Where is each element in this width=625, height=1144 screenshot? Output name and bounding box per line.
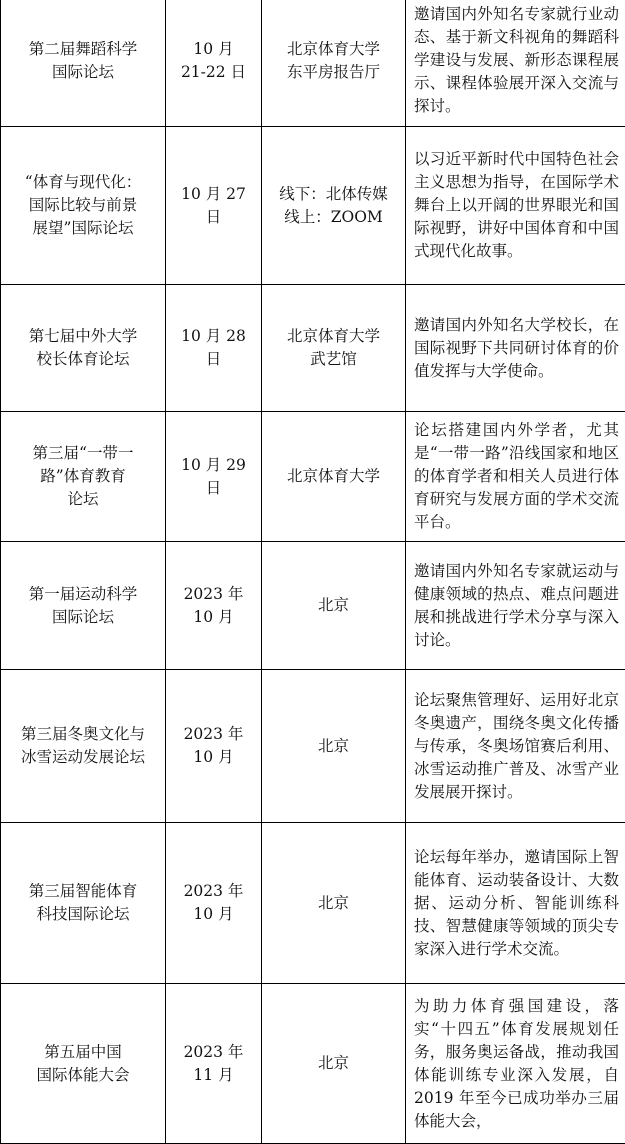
forum-description-cell — [406, 823, 625, 984]
forum-description: 为助力体育强国建设，落实“十四五”体育发展规划任务，服务奥运备战，推动我国体能训练专业深入发展，自 2019 年至今已成功举办三届体能大会， — [414, 997, 619, 1130]
forum-venue-cell — [262, 285, 406, 412]
forum-date: 2023 年 10 月 — [184, 725, 244, 766]
forum-name-cell — [1, 984, 166, 1144]
forum-date: 2023 年 10 月 — [184, 585, 244, 626]
forum-name-cell — [1, 285, 166, 412]
forum-date-cell — [166, 984, 262, 1144]
forum-venue: 北京 — [318, 1054, 349, 1072]
table-row — [1, 285, 625, 412]
forum-name: 第五届中国 国际体能大会 — [36, 1043, 129, 1084]
table-row — [1, 984, 625, 1144]
forum-venue-cell — [262, 0, 406, 127]
forum-description-cell — [406, 127, 625, 285]
forum-description-cell — [406, 412, 625, 542]
table-row — [1, 0, 625, 127]
forum-venue: 北京 — [318, 737, 349, 755]
forum-description-cell — [406, 984, 625, 1144]
forum-name: 第三届智能体育 科技国际论坛 — [29, 882, 138, 923]
table-row — [1, 670, 625, 823]
forum-name-cell — [1, 0, 166, 127]
forum-date: 10 月 27 日 — [181, 185, 246, 226]
table-row — [1, 412, 625, 542]
forum-venue: 北京体育大学 东平房报告厅 — [287, 40, 380, 81]
forum-venue: 北京体育大学 武艺馆 — [287, 327, 380, 368]
forum-description-cell — [406, 542, 625, 670]
forum-description: 论坛聚焦管理好、运用好北京冬奥遗产，围绕冬奥文化传播与传承，冬奥场馆赛后利用、冰雪运动推广普及、冰雪产业发展展开探讨。 — [414, 691, 619, 801]
forum-name: 第三届“一带一 路”体育教育 论坛 — [33, 444, 134, 508]
forum-date-cell — [166, 127, 262, 285]
forum-venue-cell — [262, 823, 406, 984]
table-row — [1, 127, 625, 285]
forum-date: 10 月 28 日 — [181, 327, 246, 368]
table-body — [1, 0, 625, 1144]
forum-date-cell — [166, 0, 262, 127]
forum-name: 第七届中外大学 校长体育论坛 — [29, 327, 138, 368]
forum-description-cell — [406, 670, 625, 823]
forum-name: “体育与现代化： 国际比较与前景 展望”国际论坛 — [25, 173, 141, 237]
forum-description: 论坛每年举办，邀请国际上智能体育、运动装备设计、大数据、运动分析、智能训练科技、智慧健康等领域的顶尖专家深入进行学术交流。 — [414, 848, 619, 958]
forum-description: 以习近平新时代中国特色社会主义思想为指导，在国际学术舞台上以开阔的世界眼光和国际视野，讲好中国体育和中国式现代化故事。 — [414, 150, 619, 260]
forum-venue: 北京体育大学 — [287, 467, 380, 485]
forum-description: 论坛搭建国内外学者，尤其是“一带一路”沿线国家和地区的体育学者和相关人员进行体育研究与发展方面的学术交流平台。 — [414, 421, 619, 531]
forum-venue: 北京 — [318, 894, 349, 912]
forum-venue: 北京 — [318, 596, 349, 614]
forum-description-cell — [406, 0, 625, 127]
forum-name-cell — [1, 412, 166, 542]
forum-venue-cell — [262, 127, 406, 285]
forum-date: 10 月 29 日 — [181, 456, 246, 497]
forum-date-cell — [166, 412, 262, 542]
forum-venue: 线下：北体传媒 线上：ZOOM — [279, 185, 388, 226]
forum-date: 2023 年 11 月 — [184, 1043, 244, 1084]
forum-venue-cell — [262, 542, 406, 670]
forum-name-cell — [1, 127, 166, 285]
table-row — [1, 542, 625, 670]
forum-name-cell — [1, 542, 166, 670]
forum-date-cell — [166, 670, 262, 823]
forum-name-cell — [1, 670, 166, 823]
forum-description: 邀请国内外知名专家就运动与健康领域的热点、难点问题进展和挑战进行学术分享与深入讨论。 — [414, 562, 619, 649]
table-row — [1, 823, 625, 984]
forum-name: 第一届运动科学 国际论坛 — [29, 585, 138, 626]
forum-date: 2023 年 10 月 — [184, 882, 244, 923]
forum-description-cell — [406, 285, 625, 412]
forum-description: 邀请国内外知名大学校长，在国际视野下共同研讨体育的价值发挥与大学使命。 — [414, 316, 619, 380]
forum-venue-cell — [262, 984, 406, 1144]
forum-date: 10 月 21-22 日 — [181, 40, 246, 81]
forum-venue-cell — [262, 412, 406, 542]
forum-date-cell — [166, 285, 262, 412]
forum-date-cell — [166, 542, 262, 670]
forum-name-cell — [1, 823, 166, 984]
forum-name: 第二届舞蹈科学 国际论坛 — [29, 40, 138, 81]
forum-name: 第三届冬奥文化与 冰雪运动发展论坛 — [21, 725, 145, 766]
forum-date-cell — [166, 823, 262, 984]
forum-description: 邀请国内外知名专家就行业动态、基于新文科视角的舞蹈科学建设与发展、新形态课程展示、课程体验展开深入交流与探讨。 — [414, 5, 619, 115]
forum-venue-cell — [262, 670, 406, 823]
